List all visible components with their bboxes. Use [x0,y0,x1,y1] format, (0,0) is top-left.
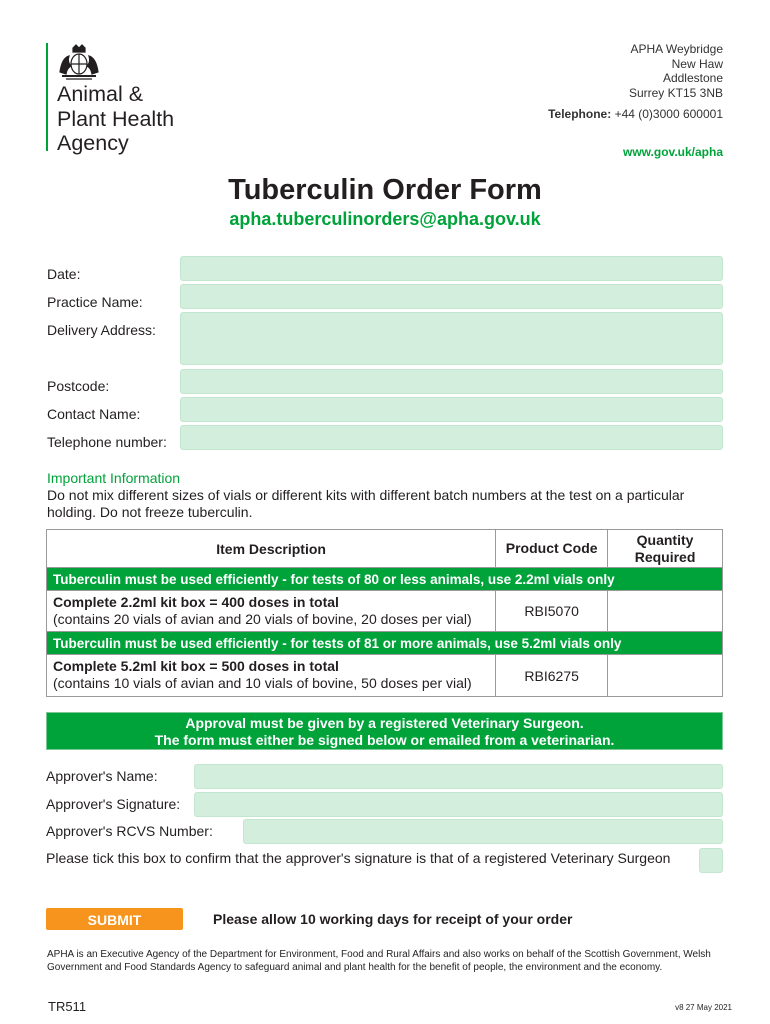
practice-name-label: Practice Name: [47,294,143,310]
quantity-input[interactable] [608,591,723,632]
item-description [47,591,496,632]
approval-banner [46,712,723,750]
approver-name-field[interactable] [194,764,723,789]
footer-text: APHA is an Executive Agency of the Department for Environment, Food and Rural Affairs and also works on behalf of the Scottish Government, Welsh Government and Food Standards Agency to safeguard animal and plant health for the benefit of people, the environment and the economy. [47,949,711,973]
form-code: TR511 [48,999,87,1014]
address-line: Addlestone [662,71,723,85]
submit-button[interactable]: SUBMIT [46,908,183,930]
version-label: v8 27 May 2021 [675,1003,732,1012]
item-detail: (contains 20 vials of avian and 20 vials of bovine, 20 doses per vial) [53,611,472,627]
agency-name [57,82,174,156]
approval-line: Approval must be given by a registered Veterinary Surgeon. [185,715,584,731]
approver-rcvs-label: Approver's RCVS Number: [46,823,213,839]
practice-name-field[interactable] [180,284,723,309]
approver-signature-field[interactable] [194,792,723,817]
postcode-label: Postcode: [47,378,110,394]
website-link[interactable]: www.gov.uk/apha [622,145,723,159]
delivery-address-field[interactable] [180,312,723,365]
table-row [47,591,723,632]
item-title: Complete 2.2ml kit box = 400 doses in total [53,594,339,610]
agency-name-line: Animal & [57,82,144,106]
address-line: Surrey KT15 3NB [628,85,723,100]
item-description-header: Item Description [47,530,496,568]
date-label: Date: [47,266,81,282]
agency-name-line: Agency [57,131,129,155]
telephone-number-field[interactable] [180,425,723,450]
telephone-info [548,107,723,121]
postcode-field[interactable] [180,369,723,394]
approver-name-label: Approver's Name: [46,768,158,784]
table-header-row [47,530,723,568]
item-detail: (contains 10 vials of avian and 10 vials of bovine, 50 doses per vial) [53,675,472,691]
quantity-input[interactable] [608,655,723,697]
confirm-tick-label: Please tick this box to confirm that the approver's signature is that of a registered Veterinary Surgeon [46,850,671,866]
item-title: Complete 5.2ml kit box = 500 doses in total [53,658,339,674]
contact-name-field[interactable] [180,397,723,422]
contact-name-label: Contact Name: [47,406,141,422]
telephone-label: Telephone: [548,107,612,121]
product-code: RBI5070 [496,591,608,632]
address-line: New Haw [671,56,723,71]
order-email-link[interactable]: apha.tuberculinorders@apha.gov.uk [229,209,541,229]
table-section-banner [47,568,723,591]
product-code-header: Product Code [496,530,608,568]
telephone-number-label: Telephone number: [47,434,167,450]
page-title: Tuberculin Order Form [228,174,542,206]
confirm-checkbox[interactable] [699,848,723,873]
address-line: APHA Weybridge [630,42,723,56]
item-description [47,655,496,697]
date-field[interactable] [180,256,723,281]
table-row [47,655,723,697]
logo-accent-bar [46,43,48,151]
delivery-address-label: Delivery Address: [47,322,156,338]
quantity-header: Quantity Required [608,530,723,568]
approver-rcvs-field[interactable] [243,819,723,844]
order-table [46,529,723,697]
info-text: Do not mix different sizes of vials or different kits with different batch numbers at the test on a particular holding. Do not freeze tuberculin. [47,487,685,520]
approval-line: The form must either be signed below or emailed from a veterinarian. [154,732,615,748]
approver-signature-label: Approver's Signature: [46,796,181,812]
telephone-value: +44 (0)3000 600001 [614,107,723,121]
address-block [629,42,723,100]
processing-time-note: Please allow 10 working days for receipt of your order [213,911,573,927]
section-banner-text: Tuberculin must be used efficiently - for tests of 81 or more animals, use 5.2ml vials only [47,632,723,655]
product-code: RBI6275 [496,655,608,697]
royal-crest-icon [56,42,102,82]
info-heading: Important Information [47,470,181,486]
section-banner-text: Tuberculin must be used efficiently - for tests of 80 or less animals, use 2.2ml vials only [47,568,723,591]
table-section-banner [47,632,723,655]
agency-name-line: Plant Health [57,106,175,131]
